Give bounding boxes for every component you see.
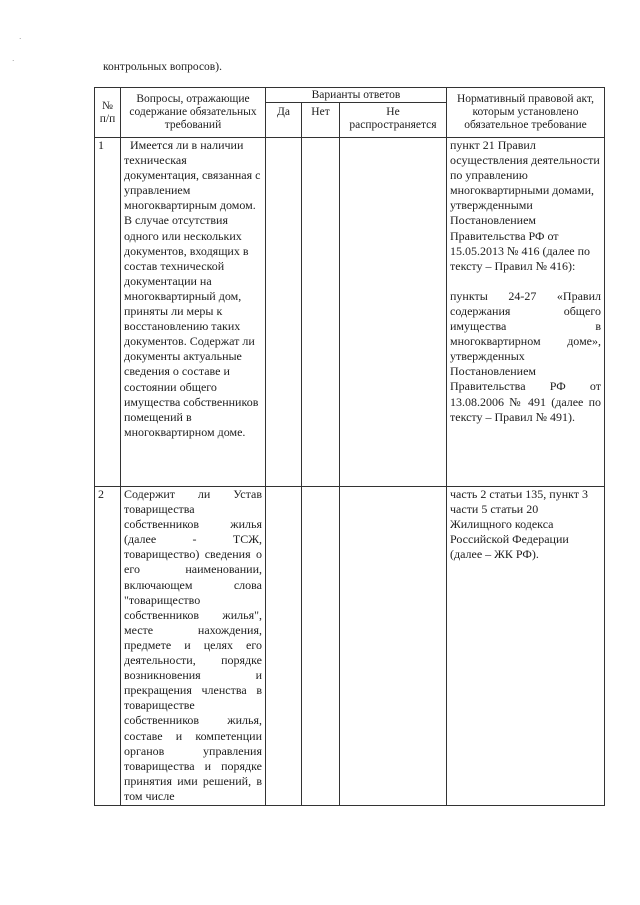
header-answer-no: Нет xyxy=(302,103,340,138)
answer-not-applicable-cell[interactable] xyxy=(340,487,447,806)
header-answer-yes: Да xyxy=(266,103,302,138)
answer-yes-cell[interactable] xyxy=(266,487,302,806)
answer-yes-cell[interactable] xyxy=(266,138,302,487)
question-text: Содержит ли Устав товарищества собственников жилья (далее - ТСЖ, товарищество) сведения о его наименовании, включающем слова "товарищество собственников жилья", месте нахождения, предмете и целях его деятельности, порядке возникновения и прекращения членства в товариществе собственников жилья, составе и компетенции органов управления товарищества и порядке принятия ими решений, в том числе xyxy=(121,487,266,806)
legal-act-cell xyxy=(447,487,605,806)
header-number: № п/п xyxy=(95,88,121,138)
legal-act-text: часть 2 статьи 135, пункт 3 части 5 статьи 20 Жилищного кодекса Российской Федерации (далее – ЖК РФ). xyxy=(450,487,589,562)
header-answer-not-applicable: Не распространяется xyxy=(340,103,447,138)
intro-text: контрольных вопросов). xyxy=(103,61,222,73)
answer-no-cell[interactable] xyxy=(302,487,340,806)
table-row xyxy=(95,138,605,487)
legal-act-text: пункты 24-27 «Правил содержания общего имущества в многоквартирном доме», утвержденных Постановлением Правительства РФ от 13.08.2006 № 491 (далее по тексту – Правил № 491). xyxy=(450,288,601,424)
row-number: 1 xyxy=(95,138,121,487)
header-answers-group: Варианты ответов xyxy=(266,88,447,103)
header-questions: Вопросы, отражающие содержание обязательных требований xyxy=(121,88,266,138)
scan-speck: · xyxy=(12,57,15,65)
answer-no-cell[interactable] xyxy=(302,138,340,487)
scan-speck: · xyxy=(19,35,22,43)
answer-not-applicable-cell[interactable] xyxy=(340,138,447,487)
checklist-table xyxy=(94,87,605,806)
legal-act-text: пункт 21 Правил осуществления деятельности по управлению многоквартирными домами, утвержденными Постановлением Правительства РФ от 15.05.2013 № 416 (далее по тексту – Правил № 416): xyxy=(450,138,600,273)
table-row xyxy=(95,487,605,806)
question-text: Имеется ли в наличии техническая документация, связанная с управлением многоквартирным домом. В случае отсутствия одного или нескольких документов, входящих в состав технической документации на многоквартирный дом, приняты ли меры к восстановлению таких документов. Содержат ли документы актуальные сведения о составе и состоянии общего имущества собственников помещений в многоквартирном доме. xyxy=(121,138,266,487)
legal-act-cell xyxy=(447,138,605,487)
row-number: 2 xyxy=(95,487,121,806)
header-legal-act: Нормативный правовой акт, которым установлено обязательное требование xyxy=(447,88,605,138)
